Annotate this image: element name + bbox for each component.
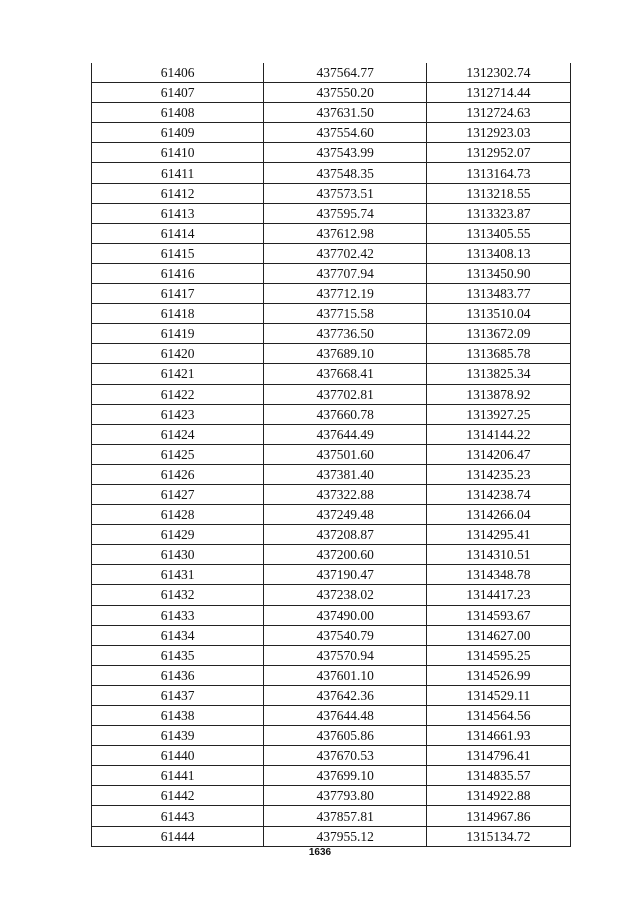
y-coordinate-cell: 1314348.78 — [426, 565, 570, 585]
point-id-cell: 61412 — [92, 183, 264, 203]
point-id-cell: 61432 — [92, 585, 264, 605]
point-id-cell: 61419 — [92, 324, 264, 344]
y-coordinate-cell: 1312923.03 — [426, 123, 570, 143]
table-row — [92, 304, 571, 324]
point-id-cell: 61409 — [92, 123, 264, 143]
point-id-cell: 61408 — [92, 103, 264, 123]
point-id-cell: 61436 — [92, 665, 264, 685]
table-row — [92, 806, 571, 826]
table-row — [92, 605, 571, 625]
y-coordinate-cell: 1314206.47 — [426, 444, 570, 464]
y-coordinate-cell: 1313927.25 — [426, 404, 570, 424]
y-coordinate-cell: 1314593.67 — [426, 605, 570, 625]
point-id-cell: 61416 — [92, 263, 264, 283]
x-coordinate-cell: 437238.02 — [264, 585, 427, 605]
point-id-cell: 61407 — [92, 83, 264, 103]
point-id-cell: 61435 — [92, 645, 264, 665]
x-coordinate-cell: 437540.79 — [264, 625, 427, 645]
x-coordinate-cell: 437554.60 — [264, 123, 427, 143]
x-coordinate-cell: 437699.10 — [264, 766, 427, 786]
point-id-cell: 61411 — [92, 163, 264, 183]
x-coordinate-cell: 437501.60 — [264, 444, 427, 464]
point-id-cell: 61427 — [92, 484, 264, 504]
x-coordinate-cell: 437249.48 — [264, 505, 427, 525]
table-row — [92, 665, 571, 685]
x-coordinate-cell: 437322.88 — [264, 484, 427, 504]
table-row — [92, 83, 571, 103]
y-coordinate-cell: 1313510.04 — [426, 304, 570, 324]
table-row — [92, 143, 571, 163]
x-coordinate-cell: 437612.98 — [264, 223, 427, 243]
x-coordinate-cell: 437715.58 — [264, 304, 427, 324]
point-id-cell: 61438 — [92, 706, 264, 726]
point-id-cell: 61426 — [92, 464, 264, 484]
table-row — [92, 786, 571, 806]
table-row — [92, 284, 571, 304]
table-row — [92, 243, 571, 263]
point-id-cell: 61443 — [92, 806, 264, 826]
table-row — [92, 424, 571, 444]
y-coordinate-cell: 1314835.57 — [426, 766, 570, 786]
point-id-cell: 61428 — [92, 505, 264, 525]
y-coordinate-cell: 1314564.56 — [426, 706, 570, 726]
y-coordinate-cell: 1313685.78 — [426, 344, 570, 364]
x-coordinate-cell: 437712.19 — [264, 284, 427, 304]
x-coordinate-cell: 437702.81 — [264, 384, 427, 404]
y-coordinate-cell: 1313323.87 — [426, 203, 570, 223]
point-id-cell: 61406 — [92, 63, 264, 83]
y-coordinate-cell: 1312302.74 — [426, 63, 570, 83]
point-id-cell: 61415 — [92, 243, 264, 263]
y-coordinate-cell: 1314295.41 — [426, 525, 570, 545]
y-coordinate-cell: 1314235.23 — [426, 464, 570, 484]
table-row — [92, 103, 571, 123]
table-row — [92, 826, 571, 846]
table-row — [92, 625, 571, 645]
x-coordinate-cell: 437200.60 — [264, 545, 427, 565]
y-coordinate-cell: 1313164.73 — [426, 163, 570, 183]
x-coordinate-cell: 437190.47 — [264, 565, 427, 585]
y-coordinate-cell: 1312724.63 — [426, 103, 570, 123]
point-id-cell: 61422 — [92, 384, 264, 404]
point-id-cell: 61429 — [92, 525, 264, 545]
point-id-cell: 61421 — [92, 364, 264, 384]
x-coordinate-cell: 437564.77 — [264, 63, 427, 83]
point-id-cell: 61441 — [92, 766, 264, 786]
table-row — [92, 203, 571, 223]
point-id-cell: 61424 — [92, 424, 264, 444]
x-coordinate-cell: 437644.48 — [264, 706, 427, 726]
point-id-cell: 61414 — [92, 223, 264, 243]
table-row — [92, 525, 571, 545]
x-coordinate-cell: 437857.81 — [264, 806, 427, 826]
x-coordinate-cell: 437543.99 — [264, 143, 427, 163]
table-row — [92, 545, 571, 565]
x-coordinate-cell: 437707.94 — [264, 263, 427, 283]
table-row — [92, 324, 571, 344]
x-coordinate-cell: 437702.42 — [264, 243, 427, 263]
point-id-cell: 61437 — [92, 685, 264, 705]
point-id-cell: 61418 — [92, 304, 264, 324]
table-row — [92, 585, 571, 605]
x-coordinate-cell: 437490.00 — [264, 605, 427, 625]
point-id-cell: 61417 — [92, 284, 264, 304]
y-coordinate-cell: 1314661.93 — [426, 726, 570, 746]
point-id-cell: 61433 — [92, 605, 264, 625]
table-row — [92, 746, 571, 766]
point-id-cell: 61420 — [92, 344, 264, 364]
y-coordinate-cell: 1313672.09 — [426, 324, 570, 344]
y-coordinate-cell: 1313483.77 — [426, 284, 570, 304]
y-coordinate-cell: 1313878.92 — [426, 384, 570, 404]
y-coordinate-cell: 1314266.04 — [426, 505, 570, 525]
point-id-cell: 61431 — [92, 565, 264, 585]
x-coordinate-cell: 437601.10 — [264, 665, 427, 685]
x-coordinate-cell: 437736.50 — [264, 324, 427, 344]
y-coordinate-cell: 1313825.34 — [426, 364, 570, 384]
y-coordinate-cell: 1313405.55 — [426, 223, 570, 243]
table-row — [92, 565, 571, 585]
table-row — [92, 344, 571, 364]
x-coordinate-cell: 437595.74 — [264, 203, 427, 223]
table-row — [92, 645, 571, 665]
x-coordinate-cell: 437550.20 — [264, 83, 427, 103]
table-row — [92, 726, 571, 746]
x-coordinate-cell: 437631.50 — [264, 103, 427, 123]
point-id-cell: 61423 — [92, 404, 264, 424]
x-coordinate-cell: 437642.36 — [264, 685, 427, 705]
point-id-cell: 61440 — [92, 746, 264, 766]
table-row — [92, 505, 571, 525]
y-coordinate-cell: 1314310.51 — [426, 545, 570, 565]
y-coordinate-cell: 1314967.86 — [426, 806, 570, 826]
table-row — [92, 223, 571, 243]
table-row — [92, 63, 571, 83]
x-coordinate-cell: 437955.12 — [264, 826, 427, 846]
x-coordinate-cell: 437573.51 — [264, 183, 427, 203]
table-row — [92, 263, 571, 283]
table-row — [92, 685, 571, 705]
table-row — [92, 464, 571, 484]
x-coordinate-cell: 437668.41 — [264, 364, 427, 384]
point-id-cell: 61434 — [92, 625, 264, 645]
point-id-cell: 61444 — [92, 826, 264, 846]
table-row — [92, 183, 571, 203]
point-id-cell: 61413 — [92, 203, 264, 223]
table-row — [92, 123, 571, 143]
table-row — [92, 444, 571, 464]
y-coordinate-cell: 1312952.07 — [426, 143, 570, 163]
x-coordinate-cell: 437208.87 — [264, 525, 427, 545]
point-id-cell: 61430 — [92, 545, 264, 565]
point-id-cell: 61410 — [92, 143, 264, 163]
table-row — [92, 384, 571, 404]
y-coordinate-cell: 1313408.13 — [426, 243, 570, 263]
y-coordinate-cell: 1314144.22 — [426, 424, 570, 444]
table-row — [92, 484, 571, 504]
y-coordinate-cell: 1314922.88 — [426, 786, 570, 806]
x-coordinate-cell: 437570.94 — [264, 645, 427, 665]
table-body — [92, 63, 571, 846]
y-coordinate-cell: 1314526.99 — [426, 665, 570, 685]
table-row — [92, 364, 571, 384]
x-coordinate-cell: 437548.35 — [264, 163, 427, 183]
point-id-cell: 61425 — [92, 444, 264, 464]
y-coordinate-cell: 1314417.23 — [426, 585, 570, 605]
y-coordinate-cell: 1314529.11 — [426, 685, 570, 705]
page-number: 1636 — [308, 847, 332, 858]
x-coordinate-cell: 437605.86 — [264, 726, 427, 746]
y-coordinate-cell: 1313450.90 — [426, 263, 570, 283]
point-id-cell: 61439 — [92, 726, 264, 746]
y-coordinate-cell: 1315134.72 — [426, 826, 570, 846]
y-coordinate-cell: 1312714.44 — [426, 83, 570, 103]
point-id-cell: 61442 — [92, 786, 264, 806]
table-row — [92, 163, 571, 183]
y-coordinate-cell: 1313218.55 — [426, 183, 570, 203]
table-row — [92, 766, 571, 786]
table-row — [92, 404, 571, 424]
y-coordinate-cell: 1314627.00 — [426, 625, 570, 645]
x-coordinate-cell: 437381.40 — [264, 464, 427, 484]
x-coordinate-cell: 437689.10 — [264, 344, 427, 364]
x-coordinate-cell: 437660.78 — [264, 404, 427, 424]
x-coordinate-cell: 437644.49 — [264, 424, 427, 444]
y-coordinate-cell: 1314796.41 — [426, 746, 570, 766]
y-coordinate-cell: 1314238.74 — [426, 484, 570, 504]
table-row — [92, 706, 571, 726]
y-coordinate-cell: 1314595.25 — [426, 645, 570, 665]
x-coordinate-cell: 437793.80 — [264, 786, 427, 806]
coordinate-table — [91, 63, 571, 847]
x-coordinate-cell: 437670.53 — [264, 746, 427, 766]
